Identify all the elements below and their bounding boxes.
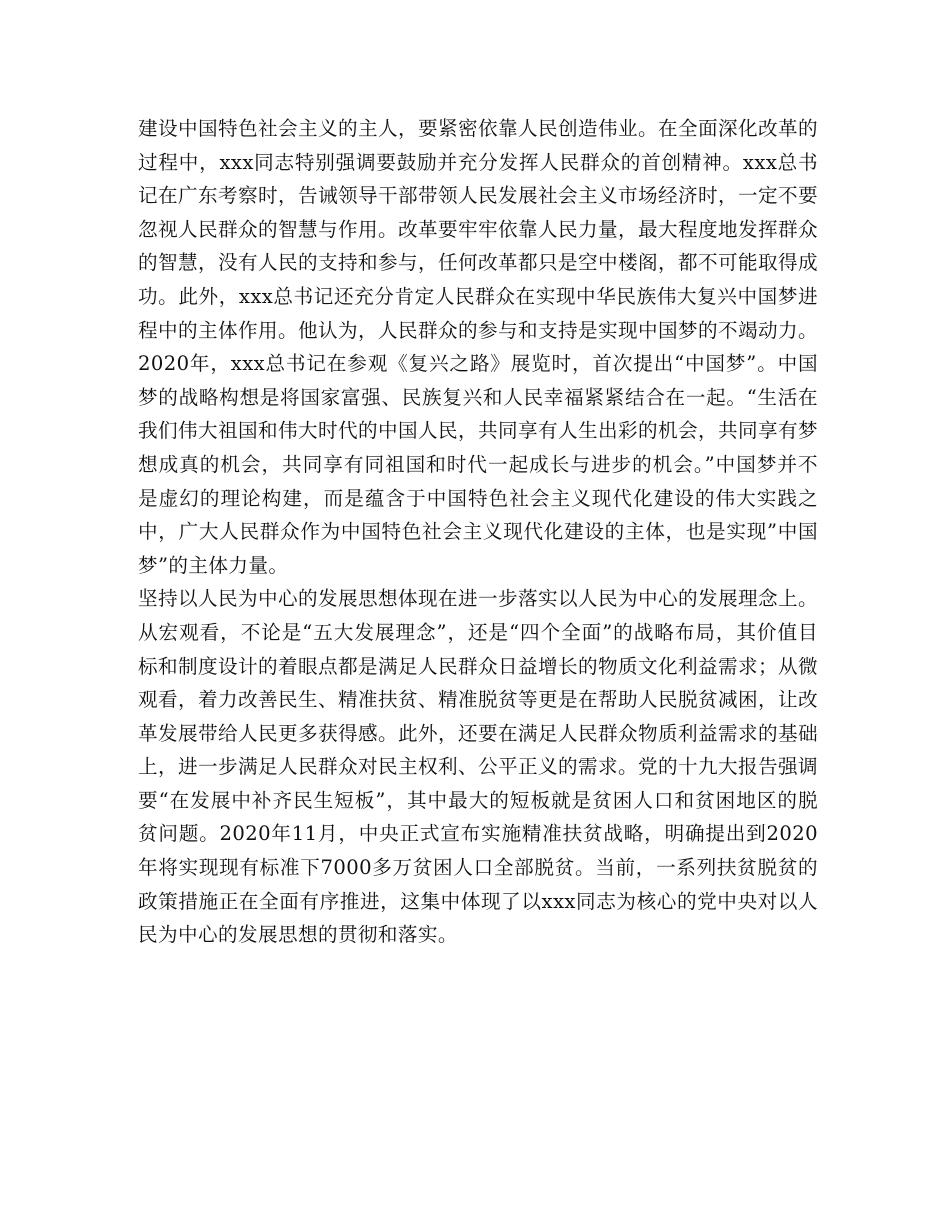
paragraph-1: 建设中国特色社会主义的主人，要紧密依靠人民创造伟业。在全面深化改革的过程中，xxx同志特别强调要鼓励并充分发挥人民群众的首创精神。xxx总书记在广东考察时，告诫领导干部带领人民发展社会主义市场经济时，一定不要忽视人民群众的智慧与作用。改革要牢牢依靠人民力量，最大程度地发挥群众的智慧，没有人民的支持和参与，任何改革都只是空中楼阁，都不可能取得成功。此外，xxx总书记还充分肯定人民群众在实现中华民族伟大复兴中国梦进程中的主体作用。他认为，人民群众的参与和支持是实现中国梦的不竭动力。2020年，xxx总书记在参观《复兴之路》展览时，首次提出“中国梦”。中国梦的战略构想是将国家富强、民族复兴和人民幸福紧紧结合在一起。“生活在我们伟大祖国和伟大时代的中国人民，共同享有人生出彩的机会，共同享有梦想成真的机会，共同享有同祖国和时代一起成长与进步的机会。”中国梦并不是虚幻的理论构建，而是蕴含于中国特色社会主义现代化建设的伟大实践之中，广大人民群众作为中国特色社会主义现代化建设的主体，也是实现”中国梦”的主体力量。 xyxy=(138,117,818,577)
document-body xyxy=(138,112,818,952)
paragraph-2: 坚持以人民为中心的发展思想体现在进一步落实以人民为中心的发展理念上。从宏观看，不论是“五大发展理念”，还是“四个全面”的战略布局，其价值目标和制度设计的着眼点都是满足人民群众日益增长的物质文化利益需求；从微观看，着力改善民生、精准扶贫、精准脱贫等更是在帮助人民脱贫减困，让改革发展带给人民更多获得感。此外，还要在满足人民群众物质利益需求的基础上，进一步满足人民群众对民主权利、公平正义的需求。党的十九大报告强调要“在发展中补齐民生短板”，其中最大的短板就是贫困人口和贫困地区的脱贫问题。2020年11月，中央正式宣布实施精准扶贫战略，明确提出到2020年将实现现有标准下7000多万贫困人口全部脱贫。当前，一系列扶贫脱贫的政策措施正在全面有序推进，这集中体现了以xxx同志为核心的党中央对以人民为中心的发展思想的贯彻和落实。 xyxy=(138,587,818,947)
